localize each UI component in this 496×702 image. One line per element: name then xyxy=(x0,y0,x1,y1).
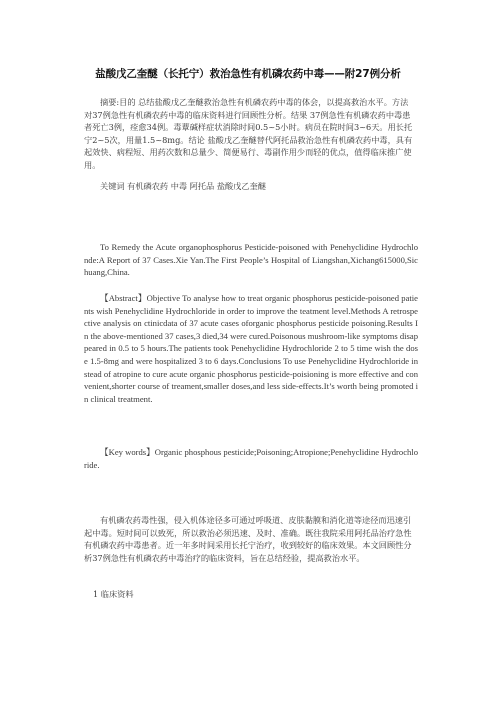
english-title-block: To Remedy the Acute organophosphorus Pesticide-poisoned with Penehyclidine Hydrochlonde:A Report of 37 Cases.Xie Yan.The First People’s Hospital of Liangshan,Xichang615000,Sichuang,China. xyxy=(84,242,418,278)
abstract-chinese: 摘要:目的 总结盐酸戊乙奎醚救治急性有机磷农药中毒的体会，以提高救治水平。方法 对37例急性有机磷农药中毒的临床资料进行回顾性分析。结果 37例急性有机磷农药中毒患者死亡3例，痊愈34例。毒蕈碱样症状消除时间0.5~5小时。病员在院时间3~6天。用长托宁2~5次，用量1.5~8mg。结论 盐酸戊乙奎醚替代阿托品救治急性有机磷农药中毒，具有起效快、病程短、用药次数和总量少、简便易行、毒副作用少而轻的优点，值得临床推广使用。 xyxy=(84,97,413,170)
introduction-paragraph: 有机磷农药毒性强，侵入机体途径多可通过呼吸道、皮肤黏膜和消化道等途径而迅速引起中毒。短时间可以致死，所以救治必须迅速、及时、准确。既往我院采用阿托品治疗急性有机磷农药中毒患者。近一年多时间采用长托宁治疗，收到较好的临床效果。本文回顾性分析37例急性有机磷农药中毒治疗的临床资料，旨在总结经验，提高救治水平。 xyxy=(84,515,412,563)
keywords-english: 【Key words】Organic phosphous pesticide;Poisoning;Atropione;Penehyclidine Hydrochloride. xyxy=(84,447,418,470)
section-heading-clinical-data: 1 临床资料 xyxy=(93,589,134,599)
abstract-english: 【Abstract】Objective To analyse how to treat organic phosphorus pesticide-poisoned patients wish Penehyclidine Hydrochloride in order to improve the teatment level.Methods A retrospective analysis on ctinicdata of 37 acute cases oforganic phosphorus pesticide poisoning.Results In the above-mentioned 37 cases,3 died,34 were cured.Poisonous mushroom-like symptoms disappeared in 0.5 to 5 hours.The patients took Penehyclidine Hydrochloride 2 to 5 time wish the dose 1.5-8mg and were hospitalized 3 to 6 days.Conclusions To use Penehyclidine Hydrochloride instead of atropine to cure acute organic phosphorus pesticide-poisioning is more effective and convenient,shorter course of treament,smaller doses,and less side-effects.It’s worth being promoted in clinical treatment. xyxy=(84,293,418,404)
keywords-chinese: 关键词 有机磷农药 中毒 阿托品 盐酸戊乙奎醚 xyxy=(100,181,266,191)
paper-title: 盐酸戊乙奎醚（长托宁）救治急性有机磷农药中毒——附27例分析 xyxy=(95,68,401,80)
